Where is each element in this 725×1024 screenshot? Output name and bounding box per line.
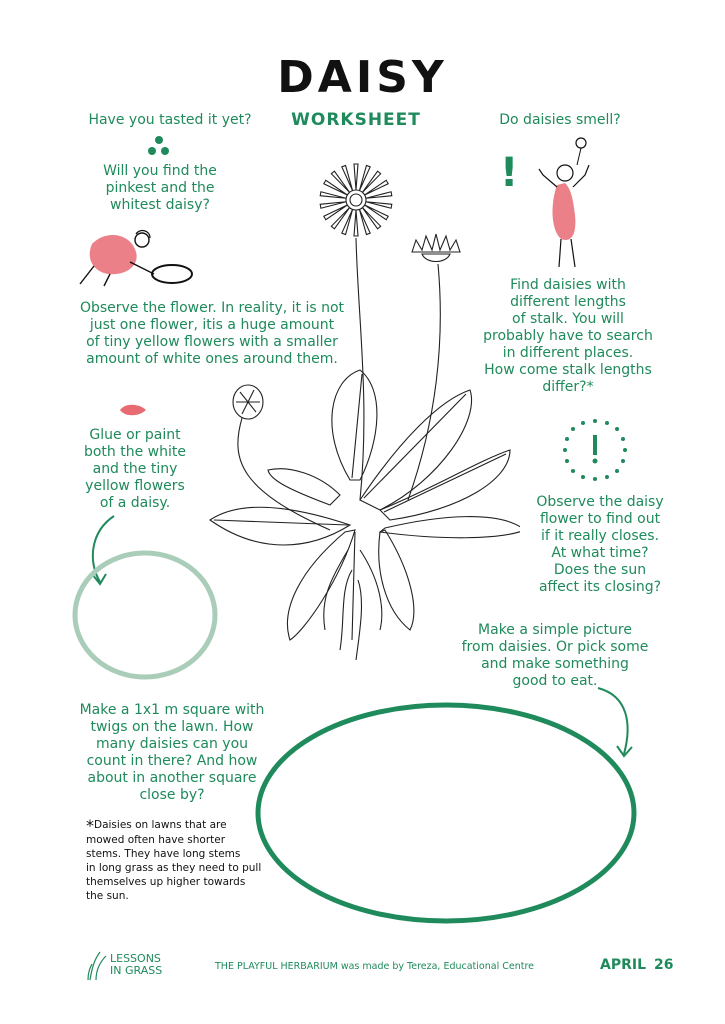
footer-month: APRIL — [600, 957, 647, 973]
page-subtitle: WORKSHEET — [291, 110, 421, 130]
exclamation-icon: ! — [500, 150, 519, 196]
lessons-in-grass-logo: LESSONS IN GRASS — [110, 952, 163, 977]
daisy-closing-text: Observe the daisy flower to find out if it really closes. At what time? Does the sun affect its closing? — [536, 494, 664, 595]
pink-petal-icon — [118, 402, 148, 418]
glue-paint-text: Glue or paint both the white and the tiny yellow flowers of a daisy. — [83, 427, 186, 511]
three-dots-icon — [146, 135, 172, 157]
daisy-plant-illustration — [180, 160, 520, 670]
page-title: DAISY — [277, 52, 448, 103]
footnote: *Daisies on lawns that are mowed often have shorter stems. They have long stems in long grass as they need to pull themselves up higher towards the sun. — [86, 816, 262, 902]
picture-ellipse-frame — [250, 695, 645, 935]
glue-circle-frame — [70, 548, 220, 682]
footer-credit: THE PLAYFUL HERBARIUM was made by Tereza, Educational Centre — [215, 961, 535, 972]
observe-flower-text: Observe the flower. In reality, it is not just one flower, itis a huge amount of tiny yellow flowers with a smaller amount of white ones around them. — [79, 300, 345, 367]
taste-question: Have you tasted it yet? — [88, 112, 252, 128]
smell-question: Do daisies smell? — [499, 112, 621, 128]
child-smelling-flower-illustration — [535, 135, 605, 275]
find-question: Will you find the pinkest and the whitest daisy? — [103, 163, 217, 213]
stalk-length-text: Find daisies with different lengths of stalk. You will probably have to search in different places. How come stalk lengths differ?* — [483, 277, 653, 395]
grass-logo-icon — [86, 950, 108, 982]
page-number: 26 — [654, 957, 674, 973]
square-count-text: Make a 1x1 m square with twigs on the lawn. How many daisies can you count in there? And how about in another square close by? — [79, 702, 265, 803]
make-picture-text: Make a simple picture from daisies. Or pick some and make something good to eat. — [461, 622, 649, 689]
dotted-circle-exclamation-icon — [555, 415, 635, 485]
